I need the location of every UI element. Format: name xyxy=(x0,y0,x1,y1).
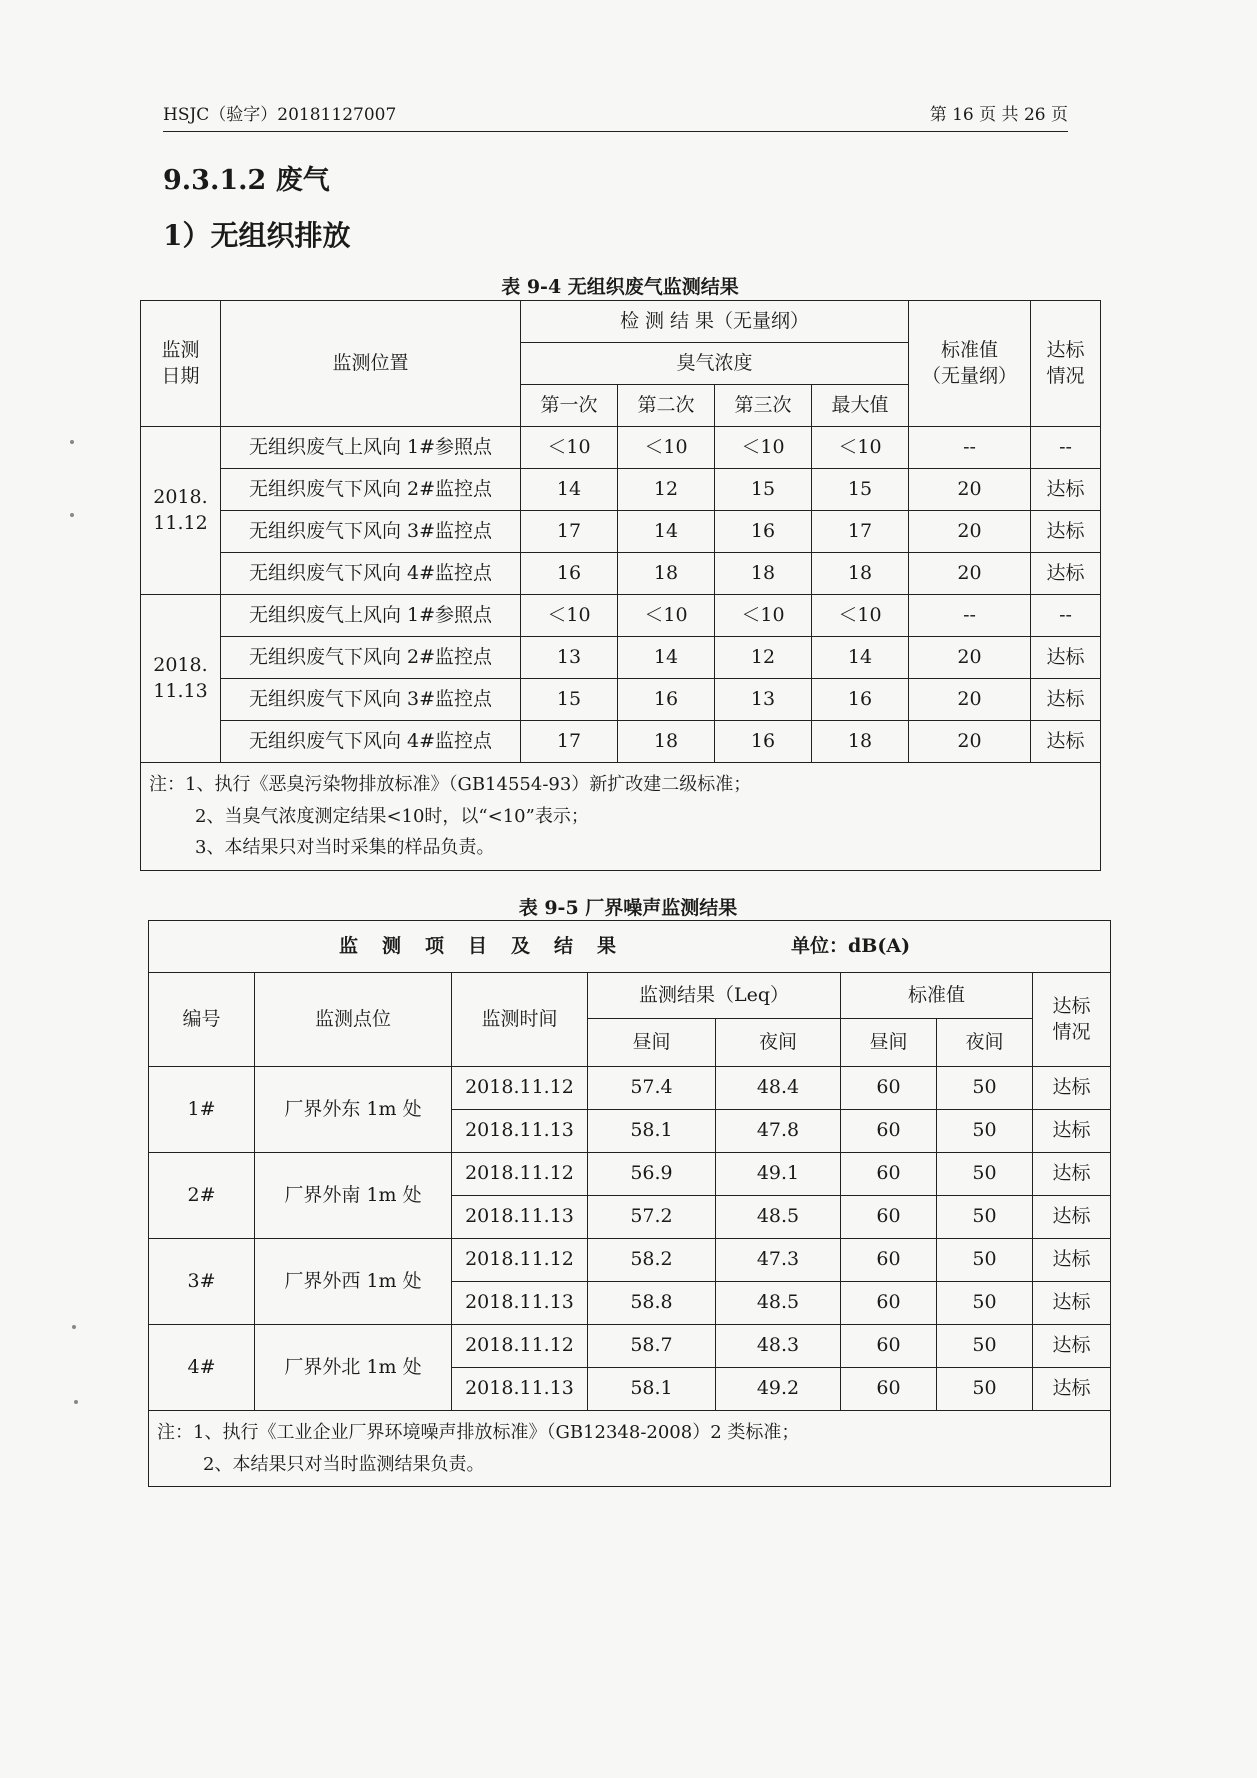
table-9-5-caption: 表 9-5 厂界噪声监测结果 xyxy=(518,897,738,919)
value-cell: -- xyxy=(1031,595,1101,637)
value-cell: 达标 xyxy=(1031,721,1101,763)
header-location: 监测位置 xyxy=(221,301,521,427)
value-cell: 48.5 xyxy=(716,1196,841,1239)
value-cell: 50 xyxy=(937,1239,1033,1282)
time-cell: 2018.11.12 xyxy=(452,1239,588,1282)
value-cell: 15 xyxy=(521,679,618,721)
location-cell: 无组织废气上风向 1#参照点 xyxy=(221,595,521,637)
value-cell: 达标 xyxy=(1031,511,1101,553)
point-cell: 厂界外东 1m 处 xyxy=(255,1067,452,1153)
time-cell: 2018.11.13 xyxy=(452,1110,588,1153)
subsection-title: 1）无组织排放 xyxy=(163,219,351,252)
value-cell: 12 xyxy=(715,637,812,679)
value-cell: 60 xyxy=(841,1110,937,1153)
value-cell: 56.9 xyxy=(588,1153,716,1196)
scan-speck xyxy=(70,513,74,517)
value-cell: 48.5 xyxy=(716,1282,841,1325)
value-cell: 达标 xyxy=(1031,553,1101,595)
value-cell: 58.1 xyxy=(588,1368,716,1411)
value-cell: 达标 xyxy=(1031,679,1101,721)
header-result-group: 监测结果（Leq） xyxy=(588,973,841,1019)
value-cell: 15 xyxy=(715,469,812,511)
value-cell: 50 xyxy=(937,1368,1033,1411)
value-cell: 58.7 xyxy=(588,1325,716,1368)
point-cell: 厂界外南 1m 处 xyxy=(255,1153,452,1239)
value-cell: 13 xyxy=(521,637,618,679)
table-row xyxy=(141,637,1101,679)
table-9-5 xyxy=(148,920,1111,1487)
value-cell: ＜10 xyxy=(715,595,812,637)
value-cell: ＜10 xyxy=(618,427,715,469)
value-cell: 50 xyxy=(937,1153,1033,1196)
scan-speck xyxy=(72,1325,76,1329)
value-cell: 15 xyxy=(812,469,909,511)
value-cell: ＜10 xyxy=(521,427,618,469)
header-max: 最大值 xyxy=(812,385,909,427)
table-9-5-body xyxy=(149,1067,1111,1411)
header-std-night: 夜间 xyxy=(937,1019,1033,1067)
value-cell: 达标 xyxy=(1033,1239,1111,1282)
value-cell: 达标 xyxy=(1033,1282,1111,1325)
header-night: 夜间 xyxy=(716,1019,841,1067)
value-cell: 16 xyxy=(715,721,812,763)
value-cell: 47.3 xyxy=(716,1239,841,1282)
table-title-left: 监测项目及结果 xyxy=(339,934,641,957)
header-first: 第一次 xyxy=(521,385,618,427)
value-cell: 60 xyxy=(841,1325,937,1368)
table-row xyxy=(141,511,1101,553)
table-9-5-notes xyxy=(149,1411,1111,1487)
note-line: 注：1、执行《工业企业厂界环境噪声排放标准》（GB12348-2008）2 类标准； xyxy=(157,1422,800,1443)
id-cell: 1# xyxy=(149,1067,255,1153)
value-cell: 50 xyxy=(937,1196,1033,1239)
value-cell: 50 xyxy=(937,1067,1033,1110)
value-cell: 60 xyxy=(841,1067,937,1110)
value-cell: 48.3 xyxy=(716,1325,841,1368)
point-cell: 厂界外西 1m 处 xyxy=(255,1239,452,1325)
table-row xyxy=(141,595,1101,637)
header-id: 编号 xyxy=(149,973,255,1067)
note-line: 2、本结果只对当时监测结果负责。 xyxy=(203,1453,485,1475)
value-cell: 16 xyxy=(521,553,618,595)
value-cell: 16 xyxy=(715,511,812,553)
location-cell: 无组织废气下风向 2#监控点 xyxy=(221,469,521,511)
location-cell: 无组织废气下风向 3#监控点 xyxy=(221,679,521,721)
location-cell: 无组织废气上风向 1#参照点 xyxy=(221,427,521,469)
time-cell: 2018.11.12 xyxy=(452,1067,588,1110)
value-cell: -- xyxy=(909,427,1031,469)
time-cell: 2018.11.13 xyxy=(452,1282,588,1325)
value-cell: 16 xyxy=(812,679,909,721)
value-cell: 50 xyxy=(937,1110,1033,1153)
table-9-5-header xyxy=(149,921,1111,1067)
table-9-4-body xyxy=(141,427,1101,763)
note-line: 3、本结果只对当时采集的样品负责。 xyxy=(195,837,495,858)
header-result-group: 检 测 结 果（无量纲） xyxy=(521,301,909,343)
header-day: 昼间 xyxy=(588,1019,716,1067)
value-cell: 达标 xyxy=(1033,1196,1111,1239)
value-cell: 12 xyxy=(618,469,715,511)
value-cell: 47.8 xyxy=(716,1110,841,1153)
time-cell: 2018.11.13 xyxy=(452,1196,588,1239)
location-cell: 无组织废气下风向 4#监控点 xyxy=(221,553,521,595)
value-cell: ＜10 xyxy=(618,595,715,637)
table-row xyxy=(149,1325,1111,1368)
header-status: 达标 情况 xyxy=(1031,301,1101,427)
location-cell: 无组织废气下风向 3#监控点 xyxy=(221,511,521,553)
time-cell: 2018.11.12 xyxy=(452,1153,588,1196)
table-9-4-caption: 表 9-4 无组织废气监测结果 xyxy=(501,276,739,298)
value-cell: 58.2 xyxy=(588,1239,716,1282)
header-time: 监测时间 xyxy=(452,973,588,1067)
scan-speck xyxy=(74,1400,78,1404)
header-odor: 臭气浓度 xyxy=(521,343,909,385)
table-row xyxy=(141,679,1101,721)
location-cell: 无组织废气下风向 2#监控点 xyxy=(221,637,521,679)
location-cell: 无组织废气下风向 4#监控点 xyxy=(221,721,521,763)
page-header xyxy=(163,100,1068,132)
document-number: HSJC（验字）20181127007 xyxy=(163,105,397,125)
id-cell: 3# xyxy=(149,1239,255,1325)
table-note xyxy=(141,763,1101,871)
table-note xyxy=(149,1411,1111,1487)
value-cell: -- xyxy=(909,595,1031,637)
value-cell: 达标 xyxy=(1033,1067,1111,1110)
value-cell: 17 xyxy=(521,511,618,553)
value-cell: 20 xyxy=(909,469,1031,511)
table-row xyxy=(141,469,1101,511)
value-cell: 60 xyxy=(841,1153,937,1196)
value-cell: 18 xyxy=(715,553,812,595)
id-cell: 4# xyxy=(149,1325,255,1411)
value-cell: 达标 xyxy=(1033,1110,1111,1153)
value-cell: 16 xyxy=(618,679,715,721)
value-cell: ＜10 xyxy=(521,595,618,637)
value-cell: 18 xyxy=(812,553,909,595)
header-standard: 标准值 （无量纲） xyxy=(909,301,1031,427)
table-row xyxy=(149,1067,1111,1110)
value-cell: 18 xyxy=(812,721,909,763)
table-row xyxy=(149,1153,1111,1196)
table-row xyxy=(141,721,1101,763)
value-cell: 20 xyxy=(909,553,1031,595)
value-cell: 49.1 xyxy=(716,1153,841,1196)
value-cell: 50 xyxy=(937,1325,1033,1368)
value-cell: 13 xyxy=(715,679,812,721)
value-cell: 17 xyxy=(812,511,909,553)
date-cell: 2018. 11.12 xyxy=(141,427,221,595)
note-line: 注：1、执行《恶臭污染物排放标准》（GB14554-93）新扩改建二级标准； xyxy=(149,774,752,795)
header-status: 达标 情况 xyxy=(1033,973,1111,1067)
value-cell: 14 xyxy=(521,469,618,511)
value-cell: 14 xyxy=(618,511,715,553)
value-cell: 14 xyxy=(812,637,909,679)
section-title: 9.3.1.2 废气 xyxy=(163,165,330,196)
header-second: 第二次 xyxy=(618,385,715,427)
point-cell: 厂界外北 1m 处 xyxy=(255,1325,452,1411)
unit-label: 单位：dB(A) xyxy=(791,934,911,957)
time-cell: 2018.11.12 xyxy=(452,1325,588,1368)
value-cell: 17 xyxy=(521,721,618,763)
value-cell: 58.1 xyxy=(588,1110,716,1153)
value-cell: 达标 xyxy=(1031,469,1101,511)
value-cell: 达标 xyxy=(1033,1325,1111,1368)
table-9-5-title xyxy=(149,921,1111,973)
value-cell: ＜10 xyxy=(812,595,909,637)
value-cell: 50 xyxy=(937,1282,1033,1325)
id-cell: 2# xyxy=(149,1153,255,1239)
header-third: 第三次 xyxy=(715,385,812,427)
value-cell: 57.2 xyxy=(588,1196,716,1239)
value-cell: 20 xyxy=(909,637,1031,679)
value-cell: 57.4 xyxy=(588,1067,716,1110)
value-cell: 58.8 xyxy=(588,1282,716,1325)
value-cell: 达标 xyxy=(1031,637,1101,679)
value-cell: 达标 xyxy=(1033,1153,1111,1196)
value-cell: 48.4 xyxy=(716,1067,841,1110)
value-cell: 60 xyxy=(841,1239,937,1282)
value-cell: ＜10 xyxy=(715,427,812,469)
header-date: 监测 日期 xyxy=(141,301,221,427)
value-cell: 18 xyxy=(618,721,715,763)
date-cell: 2018. 11.13 xyxy=(141,595,221,763)
table-9-4 xyxy=(140,300,1101,871)
value-cell: 49.2 xyxy=(716,1368,841,1411)
value-cell: -- xyxy=(1031,427,1101,469)
value-cell: 60 xyxy=(841,1368,937,1411)
header-point: 监测点位 xyxy=(255,973,452,1067)
value-cell: ＜10 xyxy=(812,427,909,469)
value-cell: 14 xyxy=(618,637,715,679)
page-number: 第 16 页 共 26 页 xyxy=(929,105,1068,125)
value-cell: 20 xyxy=(909,721,1031,763)
value-cell: 20 xyxy=(909,679,1031,721)
header-std-day: 昼间 xyxy=(841,1019,937,1067)
time-cell: 2018.11.13 xyxy=(452,1368,588,1411)
table-row xyxy=(141,427,1101,469)
value-cell: 18 xyxy=(618,553,715,595)
value-cell: 20 xyxy=(909,511,1031,553)
value-cell: 60 xyxy=(841,1196,937,1239)
scan-speck xyxy=(70,440,74,444)
table-row xyxy=(141,553,1101,595)
value-cell: 60 xyxy=(841,1282,937,1325)
table-9-4-notes xyxy=(141,763,1101,871)
table-9-4-header xyxy=(141,301,1101,427)
note-line: 2、当臭气浓度测定结果<10时，以“<10”表示； xyxy=(195,805,589,827)
table-row xyxy=(149,1239,1111,1282)
header-standard-group: 标准值 xyxy=(841,973,1033,1019)
value-cell: 达标 xyxy=(1033,1368,1111,1411)
